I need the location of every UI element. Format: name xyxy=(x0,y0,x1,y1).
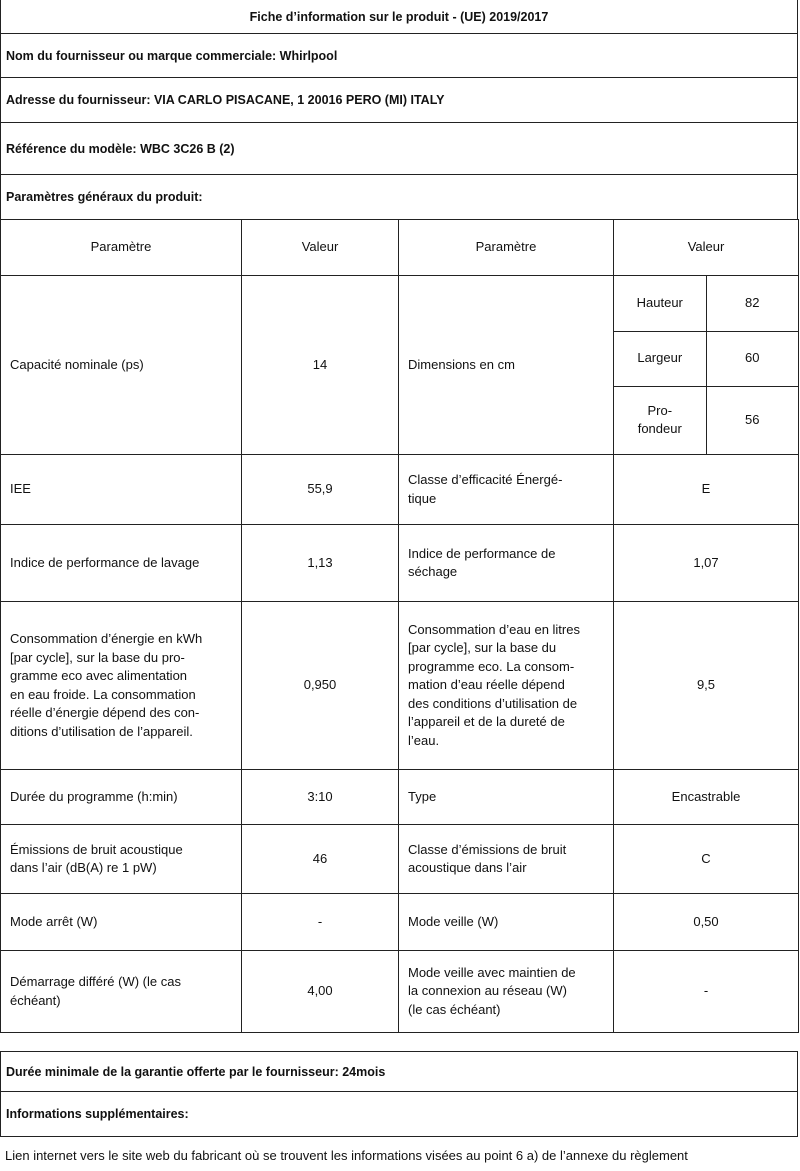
table-row xyxy=(1,825,799,894)
water-consumption-label: Consommation d’eau en litres [par cycle], sur la base du programme eco. La consom- mation d’eau réelle dépend des conditions d’utilisation de l’appareil et de la dureté de l’eau. xyxy=(399,602,614,770)
divider xyxy=(0,1136,798,1137)
supplier-name: Nom du fournisseur ou marque commerciale: Whirlpool xyxy=(0,33,798,77)
sheet-title: Fiche d’information sur le produit - (UE) 2019/2017 xyxy=(0,0,798,33)
noise-emissions-label: Émissions de bruit acoustique dans l’air (dB(A) re 1 pW) xyxy=(1,825,242,894)
capacity-value: 14 xyxy=(242,276,399,455)
drying-index-label: Indice de performance de séchage xyxy=(399,525,614,602)
table-row xyxy=(1,455,799,525)
depth-value: 56 xyxy=(706,386,798,454)
table-row xyxy=(1,276,799,455)
programme-duration-value: 3:10 xyxy=(242,770,399,825)
iee-value: 55,9 xyxy=(242,455,399,525)
washing-index-value: 1,13 xyxy=(242,525,399,602)
energy-consumption-label: Consommation d’énergie en kWh [par cycle], sur la base du pro- gramme eco avec alimentation en eau froide. La consommation réelle d’énergie dépend des con- ditions d’utilisation de l’appareil. xyxy=(1,602,242,770)
width-value: 60 xyxy=(706,331,798,386)
dimensions-values xyxy=(614,276,799,455)
noise-class-value: C xyxy=(614,825,799,894)
delay-start-label: Démarrage différé (W) (le cas échéant) xyxy=(1,951,242,1033)
dimensions-label: Dimensions en cm xyxy=(399,276,614,455)
delay-start-value: 4,00 xyxy=(242,951,399,1033)
depth-label: Pro- fondeur xyxy=(637,402,682,437)
energy-class-label: Classe d’efficacité Énergé- tique xyxy=(399,455,614,525)
iee-label: IEE xyxy=(1,455,242,525)
washing-index-label: Indice de performance de lavage xyxy=(1,525,242,602)
header-parametre-2: Paramètre xyxy=(399,220,614,276)
supplier-address: Adresse du fournisseur: VIA CARLO PISACANE, 1 20016 PERO (MI) ITALY xyxy=(0,77,798,122)
off-mode-value: - xyxy=(242,894,399,951)
water-consumption-value: 9,5 xyxy=(614,602,799,770)
noise-class-label: Classe d’émissions de bruit acoustique dans l’air xyxy=(399,825,614,894)
capacity-label: Capacité nominale (ps) xyxy=(1,276,242,455)
warranty-duration: Durée minimale de la garantie offerte par le fournisseur: 24mois xyxy=(0,1051,798,1091)
header-parametre-1: Paramètre xyxy=(1,220,242,276)
height-value: 82 xyxy=(706,276,798,331)
noise-emissions-value: 46 xyxy=(242,825,399,894)
energy-consumption-value: 0,950 xyxy=(242,602,399,770)
type-value: Encastrable xyxy=(614,770,799,825)
dimensions-subtable xyxy=(614,276,798,454)
parameters-table xyxy=(0,219,799,1033)
additional-info-heading: Informations supplémentaires: xyxy=(0,1091,798,1136)
type-label: Type xyxy=(399,770,614,825)
height-label: Hauteur xyxy=(614,276,706,331)
off-mode-label: Mode arrêt (W) xyxy=(1,894,242,951)
energy-class-value: E xyxy=(614,455,799,525)
table-row xyxy=(1,894,799,951)
programme-duration-label: Durée du programme (h:min) xyxy=(1,770,242,825)
table-row xyxy=(1,770,799,825)
table-header-row xyxy=(1,220,799,276)
standby-value: 0,50 xyxy=(614,894,799,951)
table-row xyxy=(1,602,799,770)
networked-standby-value: - xyxy=(614,951,799,1033)
model-reference: Référence du modèle: WBC 3C26 B (2) xyxy=(0,122,798,174)
table-row xyxy=(1,525,799,602)
header-valeur-2: Valeur xyxy=(614,220,799,276)
width-label: Largeur xyxy=(614,331,706,386)
drying-index-value: 1,07 xyxy=(614,525,799,602)
table-row xyxy=(1,951,799,1033)
header-valeur-1: Valeur xyxy=(242,220,399,276)
manufacturer-link-text: Lien internet vers le site web du fabricant où se trouvent les informations visées au point 6 a) de l’annexe du règlement xyxy=(5,1148,688,1163)
networked-standby-label: Mode veille avec maintien de la connexion au réseau (W) (le cas échéant) xyxy=(399,951,614,1033)
general-parameters-heading: Paramètres généraux du produit: xyxy=(0,174,798,219)
standby-label: Mode veille (W) xyxy=(399,894,614,951)
